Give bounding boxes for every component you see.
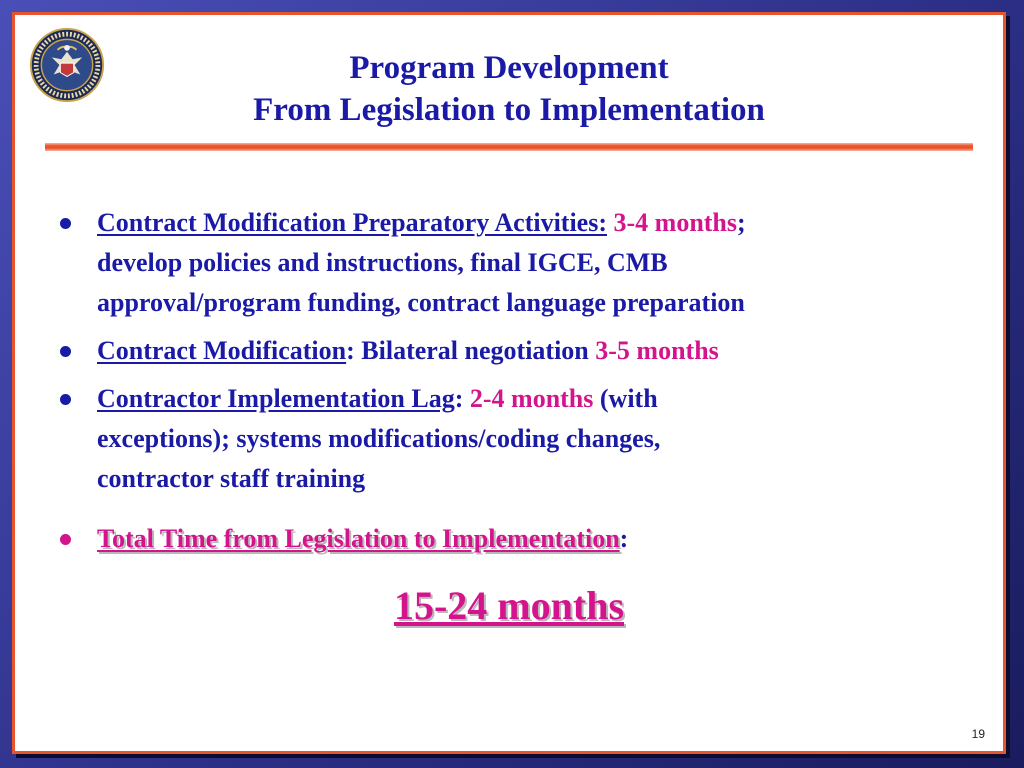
bullet-text: (with xyxy=(593,384,658,413)
bullet-heading: Contract Modification Preparatory Activities: xyxy=(97,208,607,237)
total-duration: 15-24 months xyxy=(393,583,625,628)
bullet-duration: 3-5 months xyxy=(595,336,719,365)
bullet-item-total-time xyxy=(57,519,957,559)
slide-canvas xyxy=(12,12,1006,754)
bullet-dot xyxy=(60,534,71,545)
bullet-heading: Contract Modification xyxy=(97,336,347,365)
slide-title xyxy=(125,47,893,131)
bullet-heading: Contractor Implementation Lag xyxy=(97,384,455,413)
bullet-text: ; xyxy=(737,208,746,237)
bullet-line xyxy=(97,519,957,559)
department-of-defense-seal-logo xyxy=(29,27,105,103)
bullet-item-preparatory xyxy=(57,203,957,323)
bullet-line: develop policies and instructions, final IGCE, CMB xyxy=(97,248,668,277)
bullet-duration: 3-4 months xyxy=(613,208,738,237)
bullet-duration: 2-4 months xyxy=(469,384,594,413)
bullet-list xyxy=(57,203,957,567)
title-divider xyxy=(45,143,973,151)
bullet-item-implementation-lag xyxy=(57,379,957,499)
bullet-dot xyxy=(60,394,71,405)
bullet-text: : xyxy=(454,384,470,413)
bullet-line xyxy=(97,331,957,371)
bullet-line xyxy=(97,379,957,419)
bullet-text: : xyxy=(619,524,629,553)
page-number: 19 xyxy=(971,727,985,741)
bullet-dot xyxy=(60,218,71,229)
bullet-text: : Bilateral negotiation xyxy=(346,336,596,365)
bullet-line xyxy=(97,203,957,243)
bullet-line: contractor staff training xyxy=(97,464,366,493)
bullet-item-contract-modification xyxy=(57,331,957,371)
bullet-line: approval/program funding, contract language preparation xyxy=(97,288,745,317)
title-line-1: Program Development xyxy=(349,50,669,86)
title-line-2: From Legislation to Implementation xyxy=(253,92,765,128)
bullet-heading: Total Time from Legislation to Implementation xyxy=(97,524,620,553)
bullet-line: exceptions); systems modifications/coding changes, xyxy=(97,424,661,453)
bullet-dot xyxy=(60,346,71,357)
